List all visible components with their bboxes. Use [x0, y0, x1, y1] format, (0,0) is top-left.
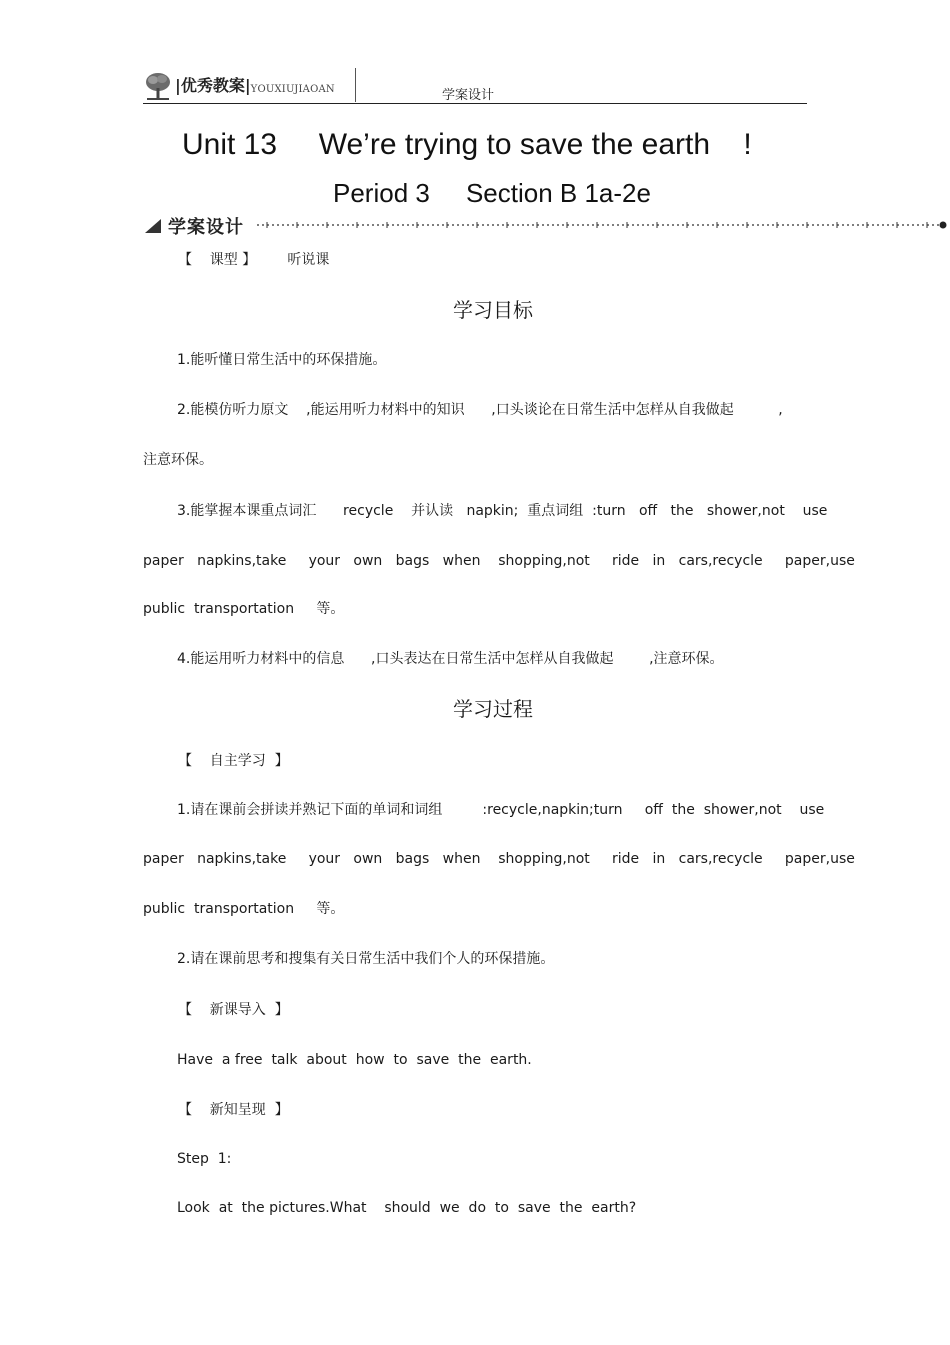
new-knowledge-label: 【 新知呈现 】 [178, 1102, 289, 1118]
objective-item-4: 4.能运用听力材料中的信息 ,口头表达在日常生活中怎样从自我做起 ,注意环保。 [177, 651, 724, 667]
logo-text-en: YOUXIUJIAOAN [250, 84, 335, 95]
self-study-label: 【 自主学习 】 [178, 753, 289, 769]
header-separator [355, 68, 356, 102]
tree-icon [143, 71, 173, 101]
self-study-item-1-line3: public transportation 等。 [143, 901, 345, 917]
step-1-question: Look at the pictures.What should we do to save the earth? [177, 1200, 637, 1216]
self-study-item-1-line2: paper napkins,take your own bags when shopping,not ride in cars,recycle paper,use [143, 851, 855, 867]
self-study-item-2: 2.请在课前思考和搜集有关日常生活中我们个人的环保措施。 [177, 951, 555, 967]
step-1-label: Step 1: [177, 1151, 232, 1167]
section-banner [143, 213, 950, 237]
objective-item-2-line2: 注意环保。 [143, 452, 213, 468]
triangle-icon [145, 219, 161, 233]
objective-item-2-line1: 2.能模仿听力原文 ,能运用听力材料中的知识 ,口头谈论在日常生活中怎样从自我做起 , [177, 402, 783, 418]
page-header [143, 68, 807, 104]
new-lesson-intro-text: Have a free talk about how to save the earth. [177, 1052, 532, 1068]
course-type: 【 课型 】 听说课 [178, 252, 330, 268]
unit-title: Unit 13 We’re trying to save the earth ! [182, 128, 752, 161]
publisher-logo [143, 68, 335, 101]
logo-text-cn: |优秀教案| [175, 76, 251, 95]
objective-item-3-line3: public transportation 等。 [143, 601, 345, 617]
period-title: Period 3 Section B 1a-2e [333, 178, 651, 208]
header-rule [143, 103, 807, 104]
objective-item-3-line2: paper napkins,take your own bags when shopping,not ride in cars,recycle paper,use [143, 553, 855, 569]
header-subtitle: 学案设计 [442, 88, 495, 103]
self-study-item-1-line1: 1.请在课前会拼读并熟记下面的单词和词组 :recycle,napkin;turn off the shower,not use [177, 802, 825, 818]
new-lesson-intro-label: 【 新课导入 】 [178, 1002, 289, 1018]
objectives-heading: 学习目标 [453, 298, 533, 322]
objective-item-3-line1: 3.能掌握本课重点词汇 recycle 并认读 napkin; 重点词组 :turn off the shower,not use [177, 503, 828, 519]
dotted-rule [257, 215, 949, 235]
section-banner-label: 学案设计 [168, 217, 244, 238]
process-heading: 学习过程 [453, 697, 533, 721]
objective-item-1: 1.能听懂日常生活中的环保措施。 [177, 352, 387, 368]
